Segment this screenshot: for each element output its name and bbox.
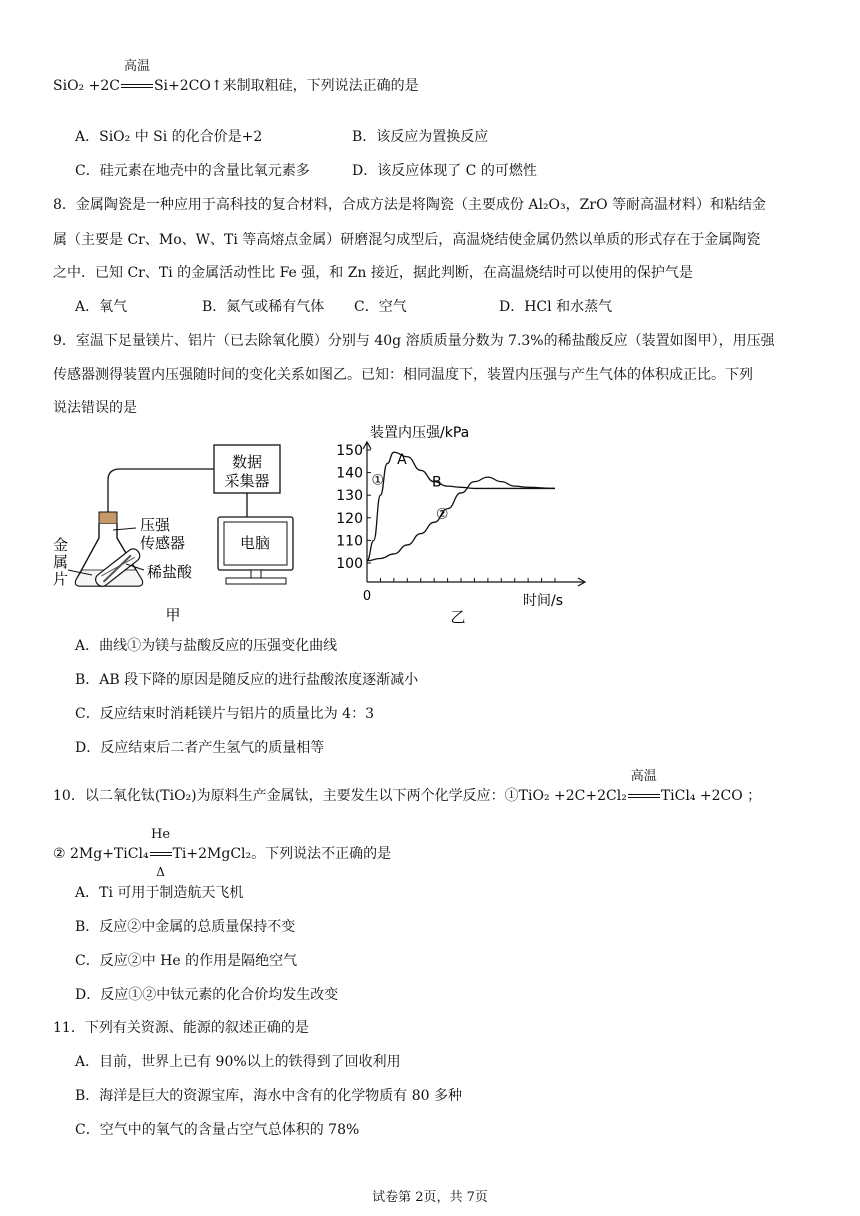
- q9-stem-line-3: 说法错误的是: [53, 400, 137, 416]
- q8-option-b: B．氮气或稀有气体: [202, 299, 325, 315]
- chart-y-tick-label: 150: [336, 443, 363, 459]
- chart-origin-label: 0: [362, 589, 372, 604]
- q10-option-c: C．反应②中 He 的作用是隔绝空气: [75, 953, 298, 969]
- q10-eq2-right: Ti+2MgCl₂: [172, 846, 252, 862]
- q11-option-c: C．空气中的氧气的含量占空气总体积的 78%: [75, 1122, 360, 1138]
- q10-eq2-arrow: [149, 827, 173, 879]
- figure-caption-jia: 甲: [165, 606, 181, 624]
- chart-y-tick-label: 120: [336, 510, 363, 527]
- q11-option-b: B．海洋是巨大的资源宝库，海水中含有的化学物质有 80 多种: [75, 1088, 463, 1104]
- metal-label-1: 金: [53, 536, 69, 554]
- collector-label-1: 数据: [231, 453, 263, 471]
- q8-stem-line-1: 8．金属陶瓷是一种应用于高科技的复合材料，合成方法是将陶瓷（主要成份 Al₂O₃，ZrO 等耐高温材料）和粘结金: [53, 197, 766, 213]
- sensor-label-2: 传感器: [140, 534, 186, 552]
- q7-option-d: D．该反应体现了 C 的可燃性: [352, 163, 537, 179]
- q10-option-a: A．Ti 可用于制造航天飞机: [75, 885, 244, 901]
- q10-option-b: B．反应②中金属的总质量保持不变: [75, 919, 296, 935]
- q9-option-b: B．AB 段下降的原因是随反应的进行盐酸浓度逐渐减小: [75, 672, 419, 688]
- q7-eq-right: Si+2CO↑: [153, 78, 223, 94]
- q11-option-a: A．目前，世界上已有 90%以上的铁得到了回收利用: [75, 1054, 401, 1070]
- chart-y-tick-label: 140: [336, 465, 363, 482]
- q10-eq2-condition-bottom: Δ: [156, 865, 165, 879]
- q8-option-d: D．HCl 和水蒸气: [499, 299, 613, 315]
- chart-series-line-1: [367, 452, 555, 560]
- collector-label-2: 采集器: [224, 472, 270, 490]
- page-footer: 试卷第 2页，共 7页: [372, 1190, 488, 1205]
- q10-eq1-condition: 高温: [630, 769, 657, 784]
- acid-label: 稀盐酸: [147, 563, 193, 581]
- q7-eq-arrow: [120, 59, 154, 96]
- chart-annotation: A: [397, 452, 407, 469]
- q8-stem-line-3: 之中．已知 Cr、Ti 的金属活动性比 Fe 强，和 Zn 接近，据此判断，在高温烧结时可以使用的保护气是: [53, 265, 693, 281]
- pressure-chart: [330, 420, 600, 630]
- q7-stem-tail: 来制取粗硅，下列说法正确的是: [222, 78, 419, 94]
- q10-intro: 10．以二氧化钛(TiO₂)为原料生产金属钛，主要发生以下两个化学反应：①: [53, 788, 519, 804]
- q10-eq1-right: TiCl₄ +2CO ；: [660, 788, 762, 804]
- chart-annotation: B: [432, 474, 442, 491]
- q10-stem-line-2: [53, 827, 392, 879]
- q9-option-a: A．曲线①为镁与盐酸反应的压强变化曲线: [75, 638, 338, 654]
- q9-option-d: D．反应结束后二者产生氢气的质量相等: [75, 740, 325, 756]
- q7-option-b: B．该反应为置换反应: [352, 129, 489, 145]
- chart-y-tick-label: 110: [336, 533, 363, 550]
- chart-x-label: 时间/s: [523, 593, 564, 609]
- q8-option-c: C．空气: [354, 299, 407, 315]
- chart-series-line-2: [367, 474, 555, 561]
- chart-y-label: 装置内压强/kPa: [370, 425, 470, 441]
- rubber-stopper: [99, 512, 117, 524]
- q8-option-a: A．氧气: [75, 299, 128, 315]
- apparatus-figure: [48, 420, 328, 630]
- q10-option-d: D．反应①②中钛元素的化合价均发生改变: [75, 987, 339, 1003]
- chart-annotation: ①: [371, 472, 385, 489]
- q7-eq-condition: 高温: [123, 59, 150, 74]
- computer-label: 电脑: [239, 534, 271, 552]
- q10-eq2-prefix: ② 2Mg+TiCl₄: [53, 846, 149, 862]
- q9-stem-line-1: 9．室温下足量镁片、铝片（已去除氧化膜）分别与 40g 溶质质量分数为 7.3%的稀盐酸反应（装置如图甲），用压强: [53, 333, 775, 349]
- q10-eq1-arrow: [627, 769, 661, 806]
- q9-option-c: C．反应结束时消耗镁片与铝片的质量比为 4：3: [75, 706, 374, 722]
- q9-stem-line-2: 传感器测得装置内压强随时间的变化关系如图乙。已知：相同温度下，装置内压强与产生气体的体积成正比。下列: [53, 367, 753, 383]
- q10-stem-line-1: [53, 769, 762, 806]
- q7-option-a: A．SiO₂ 中 Si 的化合价是+2: [75, 129, 263, 145]
- q10-stem-tail: 。下列说法不正确的是: [251, 846, 392, 862]
- q10-eq2-condition-top: He: [151, 827, 171, 842]
- q7-option-c: C．硅元素在地壳中的含量比氧元素多: [75, 163, 310, 179]
- q7-equation-line: [53, 59, 419, 96]
- figure-caption-yi: 乙: [450, 608, 466, 626]
- metal-label-3: 片: [53, 570, 69, 588]
- chart-y-tick-label: 100: [336, 556, 363, 572]
- chart-y-tick-label: 130: [336, 488, 363, 505]
- q11-stem: 11．下列有关资源、能源的叙述正确的是: [53, 1020, 309, 1036]
- q7-eq-left: SiO₂ +2C: [53, 78, 120, 94]
- q10-eq1-left: TiO₂ +2C+2Cl₂: [518, 788, 627, 804]
- metal-label-2: 属: [53, 553, 69, 571]
- sensor-label-1: 压强: [140, 516, 171, 534]
- chart-annotation: ②: [435, 506, 449, 523]
- q8-stem-line-2: 属（主要是 Cr、Mo、W、Ti 等高熔点金属）研磨混匀成型后，高温烧结使金属仍然以单质的形式存在于金属陶瓷: [53, 232, 761, 248]
